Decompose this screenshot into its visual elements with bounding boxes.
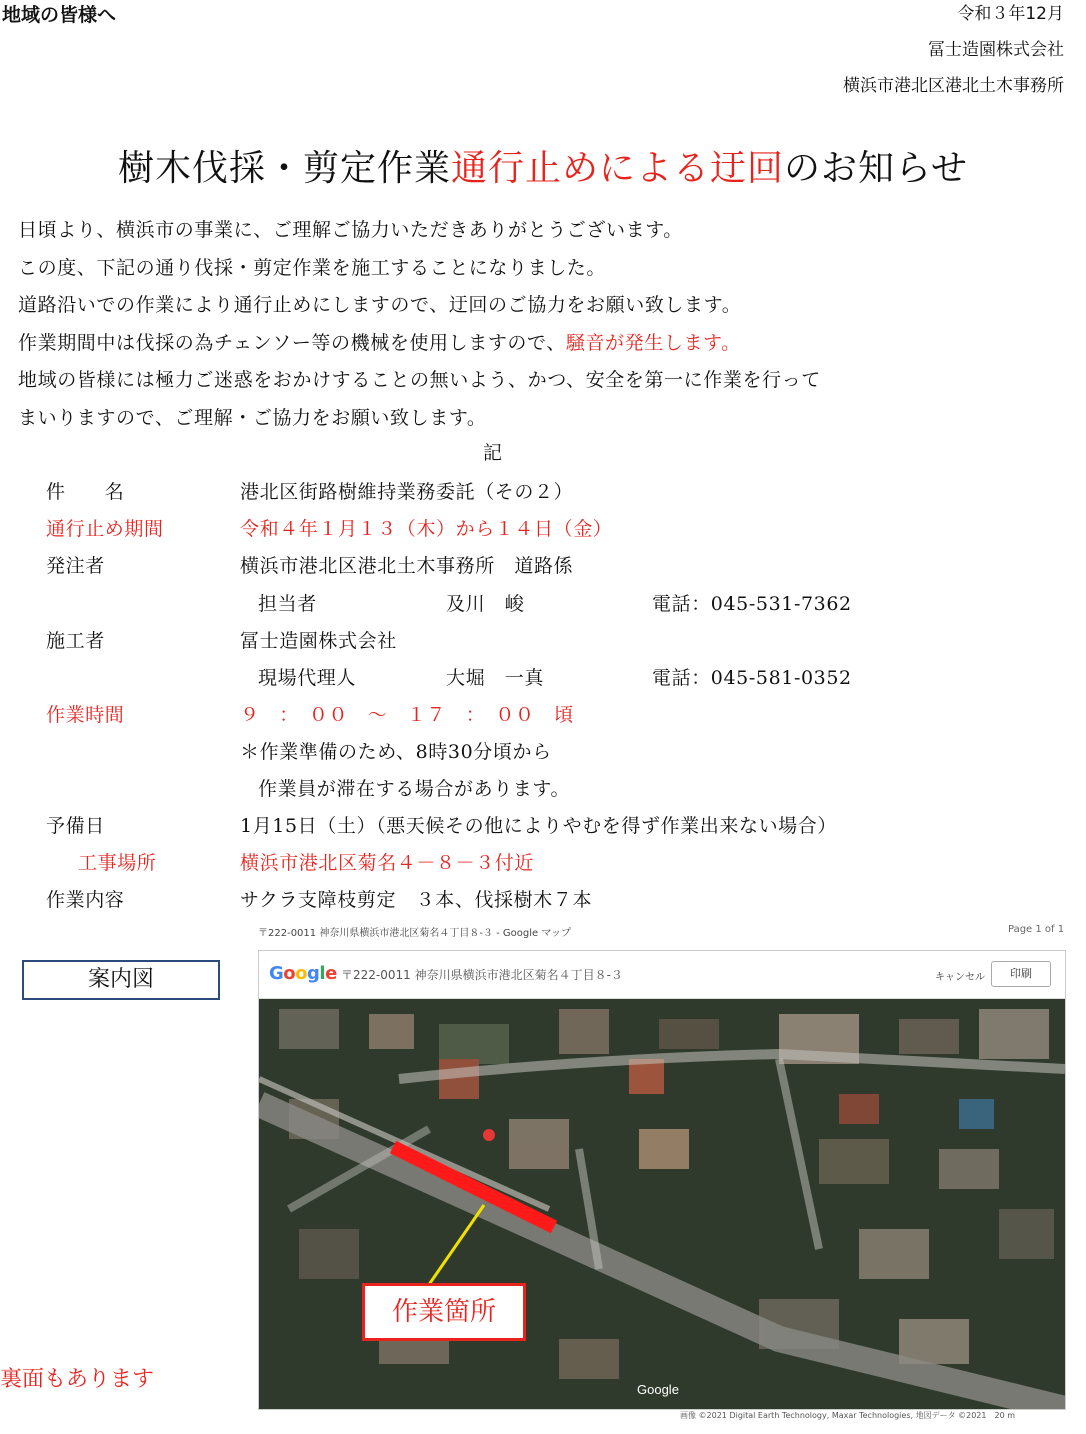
site-value: 横浜市港北区菊名４－８－３付近 [240, 852, 535, 874]
body-line: 地域の皆様には極力ご迷惑をおかけすることの無いよう、かつ、安全を第一に作業を行って [18, 369, 821, 391]
map-caption: 〒222-0011 神奈川県横浜市港北区菊名４丁目８-３ - Google マップ [258, 928, 571, 939]
map-toolbar [259, 951, 1065, 999]
content-label: 作業内容 [46, 889, 125, 911]
client-label: 発注者 [46, 555, 105, 577]
notice-title [0, 140, 1086, 191]
client-contact-tel: 電話：045-531-7362 [652, 593, 852, 615]
map-cancel[interactable]: キャンセル [935, 972, 985, 983]
name-label: 件 名 [46, 481, 125, 503]
contractor-contact-role: 現場代理人 [258, 667, 357, 689]
issuer-block [843, 0, 1064, 104]
map-print-button[interactable]: 印刷 [991, 961, 1051, 987]
contractor-contact-tel: 電話：045-581-0352 [652, 667, 852, 689]
hours-label: 作業時間 [46, 704, 125, 726]
map-watermark: Google [637, 1382, 679, 1397]
satellite-map [259, 999, 1065, 1409]
body-line: 日頃より、横浜市の事業に、ご理解ご協力いただきありがとうございます。 [18, 219, 683, 241]
office-name: 横浜市港北区港北土木事務所 [843, 76, 1064, 96]
reserve-value: 1月15日（土）（悪天候その他によりやむを得ず作業出来ない場合） [240, 815, 837, 837]
closure-label: 通行止め期間 [46, 518, 164, 540]
company-name: 冨士造園株式会社 [928, 40, 1064, 60]
hours-note: 作業員が滞在する場合があります。 [258, 778, 571, 800]
google-logo: Google [269, 963, 337, 984]
contractor-value: 冨士造園株式会社 [240, 630, 397, 652]
body-line: 道路沿いでの作業により通行止めにしますので、迂回のご協力をお願い致します。 [18, 294, 742, 316]
client-contact-name: 及川 峻 [446, 593, 525, 615]
ki-heading: 記 [483, 442, 503, 464]
name-value: 港北区街路樹維持業務委託（その２） [240, 481, 574, 503]
map-frame [258, 950, 1066, 1410]
notice-body [18, 212, 821, 437]
map-address: 〒222-0011 神奈川県横浜市港北区菊名４丁目８-３ [341, 968, 623, 982]
title-part2: 通行止めによる迂回 [451, 148, 785, 189]
contractor-label: 施工者 [46, 630, 105, 652]
reserve-label: 予備日 [46, 815, 105, 837]
guide-map-label: 案内図 [22, 960, 220, 1000]
body-line: 作業期間中は伐採の為チェンソー等の機械を使用しますので、騒音が発生します。 [18, 331, 741, 354]
audience-heading: 地域の皆様へ [2, 4, 117, 26]
contractor-contact-name: 大堀 一真 [446, 667, 545, 689]
site-label: 工事場所 [78, 852, 157, 874]
issue-date: 令和３年12月 [957, 4, 1064, 24]
hours-note: ＊作業準備のため、8時30分頃から [240, 741, 552, 763]
body-line: まいりますので、ご理解・ご協力をお願い致します。 [18, 406, 487, 429]
noise-warning: 騒音が発生します。 [565, 331, 741, 354]
reverse-side-note: 裏面もあります [0, 1367, 155, 1392]
closure-value: 令和４年１月１３（木）から１４日（金） [240, 518, 613, 540]
body-line: この度、下記の通り伐採・剪定作業を施工することになりました。 [18, 256, 607, 279]
work-site-label: 作業箇所 [362, 1283, 526, 1341]
map-copyright: 画像 ©2021 Digital Earth Technology, Maxar Technologies, 地図データ ©2021 20 m [680, 1411, 1015, 1420]
content-value: サクラ支障枝剪定 ３本、伐採樹木７本 [240, 889, 593, 911]
client-contact-role: 担当者 [258, 593, 317, 615]
hours-value: ９ ： ００ ～ １７ ： ００ 頃 [240, 704, 574, 726]
client-value: 横浜市港北区港北土木事務所 道路係 [240, 555, 574, 577]
title-part1: 樹木伐採・剪定作業 [118, 148, 452, 189]
title-part3: のお知らせ [784, 148, 968, 189]
map-page-number: Page 1 of 1 [1008, 924, 1065, 935]
